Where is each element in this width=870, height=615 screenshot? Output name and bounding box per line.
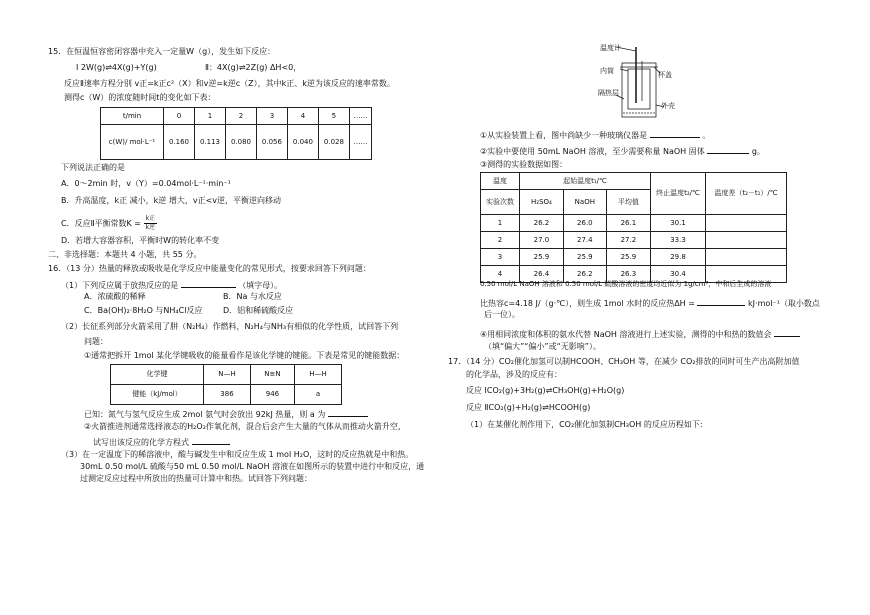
answer-blank[interactable]	[707, 145, 749, 154]
answer-blank[interactable]	[650, 129, 700, 138]
table-header-cell: NaOH	[563, 190, 606, 215]
known-text: 已知：氮气与氢气反应生成 2mol 氨气时会放出 92kJ 热量，则 a 为	[84, 410, 326, 419]
table-header-cell: t/min	[101, 108, 164, 125]
table-cell: 29.8	[651, 249, 706, 266]
table-cell: a	[294, 385, 341, 405]
table-cell: 26.0	[563, 215, 606, 232]
bond-energy-table	[110, 364, 342, 405]
q15-measure-line: 测得c（W）的浓度随时间t的变化如下表：	[64, 93, 216, 102]
table-cell: 0.113	[194, 125, 225, 160]
table-header-cell: 终止温度t₂/℃	[651, 173, 706, 215]
table-header-cell: H₂SO₄	[520, 190, 564, 215]
q17-reaction-1: 反应 ⅠCO₂(g)+3H₂(g)⇌CH₃OH(g)+H₂O(g)	[466, 386, 625, 395]
table-cell: 25.9	[520, 249, 564, 266]
table-cell: 26.2	[563, 266, 606, 283]
q15-reaction-2: Ⅱ：4X(g)⇌2Z(g) ΔH<0，	[205, 63, 302, 72]
table-header-cell: 温度	[481, 173, 520, 190]
table-row-label: c(W)/ mol·L⁻¹	[101, 125, 164, 160]
table-header-cell: 起始温度t₁/℃	[520, 173, 651, 190]
table-cell: 0.040	[287, 125, 318, 160]
table-cell	[706, 249, 787, 266]
sub-q4-text: ④用相同浓度和体积的氨水代替 NaOH 溶液进行上述实验，测得的中和热的数值会	[480, 330, 772, 339]
answer-blank[interactable]	[328, 408, 368, 417]
answer-blank[interactable]	[192, 436, 230, 445]
table-header-cell: 0	[164, 108, 195, 125]
table-cell: 26.4	[520, 266, 564, 283]
q15-option-d: D．若增大容器容积，平衡时W的转化率不变	[61, 236, 220, 245]
table-header-cell: 5	[318, 108, 349, 125]
q16-p1-option-c: C．Ba(OH)₂·8H₂O 与NH₄Cl反应	[84, 306, 203, 315]
q16-part3-line1: （3）在一定温度下的稀溶液中，酸与碱发生中和反应生成 1 mol H₂O，这时的反应热就是中和热。	[61, 450, 414, 459]
label-insulation: 隔热层	[598, 89, 619, 97]
table-cell	[706, 215, 787, 232]
q16-decimal-note: 后一位）。	[484, 310, 520, 319]
q16-sub-q1: ①从实验装置上看，图中尚缺少一种玻璃仪器是 。	[480, 131, 711, 140]
q15-rate-equation: 反应Ⅱ速率方程分别 v正=k正c²（X）和v逆=k逆c（Z），其中k正、k逆为该反应的速率常数。	[64, 79, 395, 88]
q16-heat-capacity-line	[480, 297, 820, 309]
table-cell: 26.2	[520, 215, 564, 232]
sub2-text: 试写出该反应的化学方程式	[93, 438, 189, 447]
leader-line	[620, 69, 628, 71]
q16-part3-line3: 过测定反应过程中所放出的热量可计算中和热。试回答下列问题：	[80, 474, 312, 483]
q16-part2-sub2: ②火箭推进剂通常选择液态的H₂O₂作氧化剂，混合后会产生大量的气体从而推动火箭升空，	[84, 422, 406, 431]
q15-option-a: A．0～2min 时，v（Y）=0.04mol·L⁻¹·min⁻¹	[61, 179, 231, 188]
sub-q1-text: ①从实验装置上看，图中尚缺少一种玻璃仪器是	[480, 131, 648, 140]
table-cell: 30.1	[651, 215, 706, 232]
q16-part1	[61, 279, 282, 291]
label-shell: 外壳	[661, 102, 675, 110]
table-header-cell: 化学键	[111, 365, 204, 385]
q15-ask: 下列说法正确的是	[61, 163, 125, 172]
table-cell: 1	[481, 215, 520, 232]
table-header-cell: 温度差（t₂－t₁）/℃	[706, 173, 787, 215]
q15-option-c	[61, 215, 157, 232]
q16-part2-sub2-cont	[93, 436, 230, 448]
q15-option-b: B．升高温度，k正 减小，k逆 增大，v正<v逆，平衡逆向移动	[61, 196, 282, 205]
q16-part2: （2）长征系列部分火箭采用了肼（N₂H₄）作燃料，N₂H₄与NH₃有相似的化学性质，试回答下列	[61, 322, 399, 331]
table-header-cell: N≡N	[250, 365, 294, 385]
table-cell	[706, 232, 787, 249]
option-c-prefix: C．反应Ⅱ平衡常数K =	[61, 219, 142, 228]
table-cell: 2	[481, 232, 520, 249]
q17-part1: （1）在某催化剂作用下，CO₂催化加氢制CH₃OH 的反应历程如下:	[466, 420, 703, 429]
section-heading: 二、非选择题：本题共 4 小题，共 55 分。	[48, 250, 202, 259]
q17-stem: 17．（14 分）CO₂催化加氢可以制HCOOH、CH₃OH 等，在减少 CO₂排放的同时可生产出高附加值	[448, 357, 800, 366]
table-cell: 0.080	[225, 125, 256, 160]
q16-sub-q2	[480, 145, 765, 157]
q16-stem: 16．（13 分）热量的释放或吸收是化学反应中能量变化的常见形式，按要求回答下列问题：	[48, 264, 371, 273]
table-cell: 4	[481, 266, 520, 283]
table-cell: 27.4	[563, 232, 606, 249]
q16-known	[84, 408, 368, 420]
fraction-denominator: k逆	[145, 224, 156, 231]
q16-p1-option-d: D．铝和稀硫酸反应	[223, 306, 294, 315]
label-inner-cup: 内筒	[600, 67, 614, 75]
label-lid: 杯盖	[658, 71, 672, 79]
q16-sub-q4-hint: （填“偏大”“偏小”或“无影响”）。	[484, 342, 601, 351]
table-header-cell: ……	[349, 108, 371, 125]
q15-stem: 15．在恒温恒容密闭容器中充入一定量W（g），发生如下反应：	[48, 47, 276, 56]
answer-blank[interactable]	[774, 328, 800, 337]
q16-part3-line2: 30mL 0.50 mol/L 硫酸与50 mL 0.50 mol/L NaOH 溶液在如图所示的装置中进行中和反应，通	[80, 462, 425, 471]
q16-part2-sub1: ①通常把拆开 1mol 某化学键吸收的能量看作是该化学键的键能。下表是常见的键能数据：	[84, 351, 405, 360]
table-header-cell: 平均值	[606, 190, 650, 215]
q16-density-line: 0.50 mol/L NaOH 溶液和 0.50 mol/L 硫酸溶液的密度均近似为 1g/cm³，中和后生成的溶液	[480, 280, 772, 288]
table-cell: 386	[204, 385, 251, 405]
answer-blank[interactable]	[697, 297, 745, 306]
q17-reaction-2: 反应 ⅡCO₂(g)+H₂(g)⇌HCOOH(g)	[466, 403, 591, 412]
heat-unit-text: kJ·mol⁻¹（取小数点	[748, 299, 820, 308]
answer-blank[interactable]	[181, 279, 236, 288]
q16-sub-q4	[480, 328, 800, 340]
sub-q2-unit: g。	[751, 147, 765, 156]
label-thermometer: 温度计	[600, 44, 621, 52]
q17-stem-cont: 的化学品，涉及的反应有：	[466, 370, 562, 379]
table-cell: 0.056	[256, 125, 287, 160]
calorimeter-apparatus-diagram	[596, 43, 678, 125]
q16-sub-q3: ③测得的实验数据如图：	[480, 160, 568, 169]
part1-text: （1）下列反应属于放热反应的是	[61, 281, 179, 290]
table-cell: 25.9	[606, 249, 650, 266]
table-header-cell: 2	[225, 108, 256, 125]
q15-reaction-1: Ⅰ 2W(g)⇌4X(g)+Y(g)	[76, 63, 157, 72]
q16-part2-cont: 问题：	[84, 337, 108, 346]
table-cell: 0.160	[164, 125, 195, 160]
fraction-numerator: k正	[145, 215, 156, 222]
table-header-cell: 1	[194, 108, 225, 125]
table-header-cell: 4	[287, 108, 318, 125]
option-c-fraction	[144, 215, 157, 232]
table-cell: 25.9	[563, 249, 606, 266]
q16-p1-option-a: A．浓硫酸的稀释	[84, 292, 146, 301]
table-cell: 946	[250, 385, 294, 405]
q15-concentration-table	[100, 107, 372, 160]
table-header-cell: H—H	[294, 365, 341, 385]
table-header-cell: 实验次数	[481, 190, 520, 215]
heat-capacity-text: 比热容c=4.18 J/（g·℃），则生成 1mol 水时的反应热ΔH =	[480, 299, 695, 308]
sub-q2-text: ②实验中要使用 50mL NaOH 溶液，至少需要称量 NaOH 固体	[480, 147, 705, 156]
experiment-data-table	[480, 172, 787, 283]
table-header-cell: N—H	[204, 365, 251, 385]
table-cell: 27.0	[520, 232, 564, 249]
table-cell: 3	[481, 249, 520, 266]
table-cell: ……	[349, 125, 371, 160]
table-header-cell: 3	[256, 108, 287, 125]
table-row-label: 键能（kJ/mol）	[111, 385, 204, 405]
table-cell: 26.1	[606, 215, 650, 232]
part1-hint: （填字母）。	[238, 281, 283, 290]
table-cell: 26.3	[606, 266, 650, 283]
table-cell: 33.3	[651, 232, 706, 249]
inner-cup	[628, 69, 650, 109]
q16-p1-option-b: B．Na 与水反应	[223, 292, 282, 301]
table-cell: 30.4	[651, 266, 706, 283]
table-cell: 27.2	[606, 232, 650, 249]
table-cell: 0.028	[318, 125, 349, 160]
